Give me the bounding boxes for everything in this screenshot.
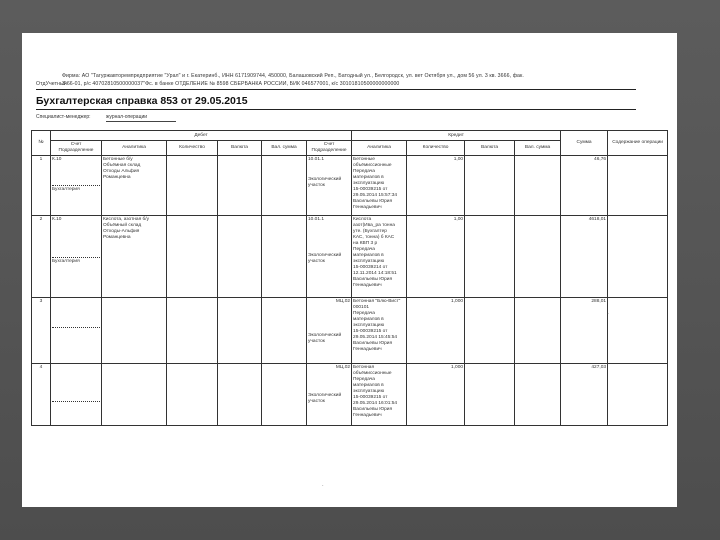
- col-sum: Сумма: [561, 131, 608, 156]
- quantity-cell: 1,00: [407, 216, 465, 298]
- specialist-label: Специалист-менеджер:: [36, 114, 91, 120]
- company-header-bank: 3-66-01, р/с 40702810500000037"Фс. в банке ОТДЕЛЕНИЕ № 8598 СБЕРБАНКА РОССИИ, БИК 046577001, к/с 30101810500000000000: [62, 81, 400, 87]
- credit-account-cell: МЦ.02 Экологический участок: [307, 298, 352, 364]
- stray-mark: -: [607, 311, 609, 317]
- debit-account-cell: К.10 Бухгалтерия: [51, 216, 102, 298]
- sum-cell: 4618,01: [561, 216, 608, 298]
- col-debit-quantity: Количество: [167, 141, 218, 156]
- col-debit-currency: Валюта: [218, 141, 262, 156]
- company-header-label: ОтдУчетный: [36, 81, 67, 87]
- row-num: 2: [32, 216, 51, 298]
- credit-account-cell: МЦ.02 Экологический участок: [307, 364, 352, 426]
- row-num: 3: [32, 298, 51, 364]
- table-row: [32, 298, 668, 364]
- specialist-value: журнал-операции: [106, 114, 148, 120]
- quantity-cell: 1,000: [407, 298, 465, 364]
- credit-account-cell: 10.01.1 Экологический участок: [307, 156, 352, 216]
- col-credit-analytics: Аналитика: [352, 141, 407, 156]
- col-content: Содержание операции: [608, 131, 668, 156]
- header-rule: [36, 89, 636, 90]
- col-debit-account: Счет Подразделение: [51, 141, 102, 156]
- credit-analytics-cell: Бетонная объёмиссионные Передача материалов в эксплуатацию 15-00039215 от 29.05.2014 16:01:54 Васильевы Юрия Геннадьевич: [352, 364, 407, 426]
- document-title: Бухгалтерская справка 853 от 29.05.2015: [36, 95, 248, 107]
- debit-analytics-cell: Бетонные б/у Объёмная склад Отходы Альфия Романцевна: [102, 156, 167, 216]
- sum-cell: 427,03: [561, 364, 608, 426]
- table-row: [32, 156, 668, 216]
- col-group-debit: Дебет: [51, 131, 352, 141]
- credit-account-cell: 10.01.1 Экологический участок: [307, 216, 352, 298]
- col-credit-val-sum: Вал. сумма: [515, 141, 561, 156]
- quantity-cell: 1,000: [407, 364, 465, 426]
- sum-cell: 288,01: [561, 298, 608, 364]
- table-row: [32, 364, 668, 426]
- debit-account-cell: К.10 Бухгалтерия: [51, 156, 102, 216]
- specialist-underline: [106, 121, 176, 122]
- credit-analytics-cell: Бетонные объёмиссионные Передача материалов в эксплуатацию 15-00039215 от 29.05.2014 15:57:34 Васильевы Юрия Геннадьевич: [352, 156, 407, 216]
- credit-analytics-cell: Бетонная "Блю-Вист" 000101 Передача материалов в эксплуатацию 15-00039215 от 29.05.2014 15:45:54 Васильевы Юрия Геннадьевич: [352, 298, 407, 364]
- sum-cell: 46,76: [561, 156, 608, 216]
- title-rule: [36, 109, 636, 110]
- company-header-line: Фирма: АО "Тагуржавторемпредприятие "Урал" и г. Екатеринб., ИНН 6171909744, 450000, Балашовский Реп., Батодный ул., Белгородск, ул. вет Октября ул., дом 56 ул. 3 кв. 3666, фак.: [62, 73, 524, 79]
- quantity-cell: 1,00: [407, 156, 465, 216]
- stray-mark: ·: [322, 483, 324, 489]
- col-num: №: [32, 131, 51, 156]
- col-credit-quantity: Количество: [407, 141, 465, 156]
- col-group-credit: Кредит: [352, 131, 561, 141]
- col-debit-analytics: Аналитика: [102, 141, 167, 156]
- posting-table: [31, 130, 668, 426]
- row-num: 1: [32, 156, 51, 216]
- col-credit-currency: Валюта: [465, 141, 515, 156]
- col-credit-account: Счет Подразделение: [307, 141, 352, 156]
- document-page: [22, 33, 677, 507]
- col-debit-val-sum: Вал. сумма: [262, 141, 307, 156]
- row-num: 4: [32, 364, 51, 426]
- debit-account-cell: [51, 298, 102, 364]
- debit-analytics-cell: Кислота, азотная б/у Объёмный склад Отходы-Альфия Романцевна: [102, 216, 167, 298]
- credit-analytics-cell: Кислота азот(Ива_ра тонна уте. (Бухгалтер КАС, тонна) б КАС на КВП 3 р Передача материалов в эксплуатацию 15-00039214 от 12.11.2014 14:18:51 Васильевы Юрия Геннадьевич: [352, 216, 407, 298]
- table-row: [32, 216, 668, 298]
- debit-account-cell: [51, 364, 102, 426]
